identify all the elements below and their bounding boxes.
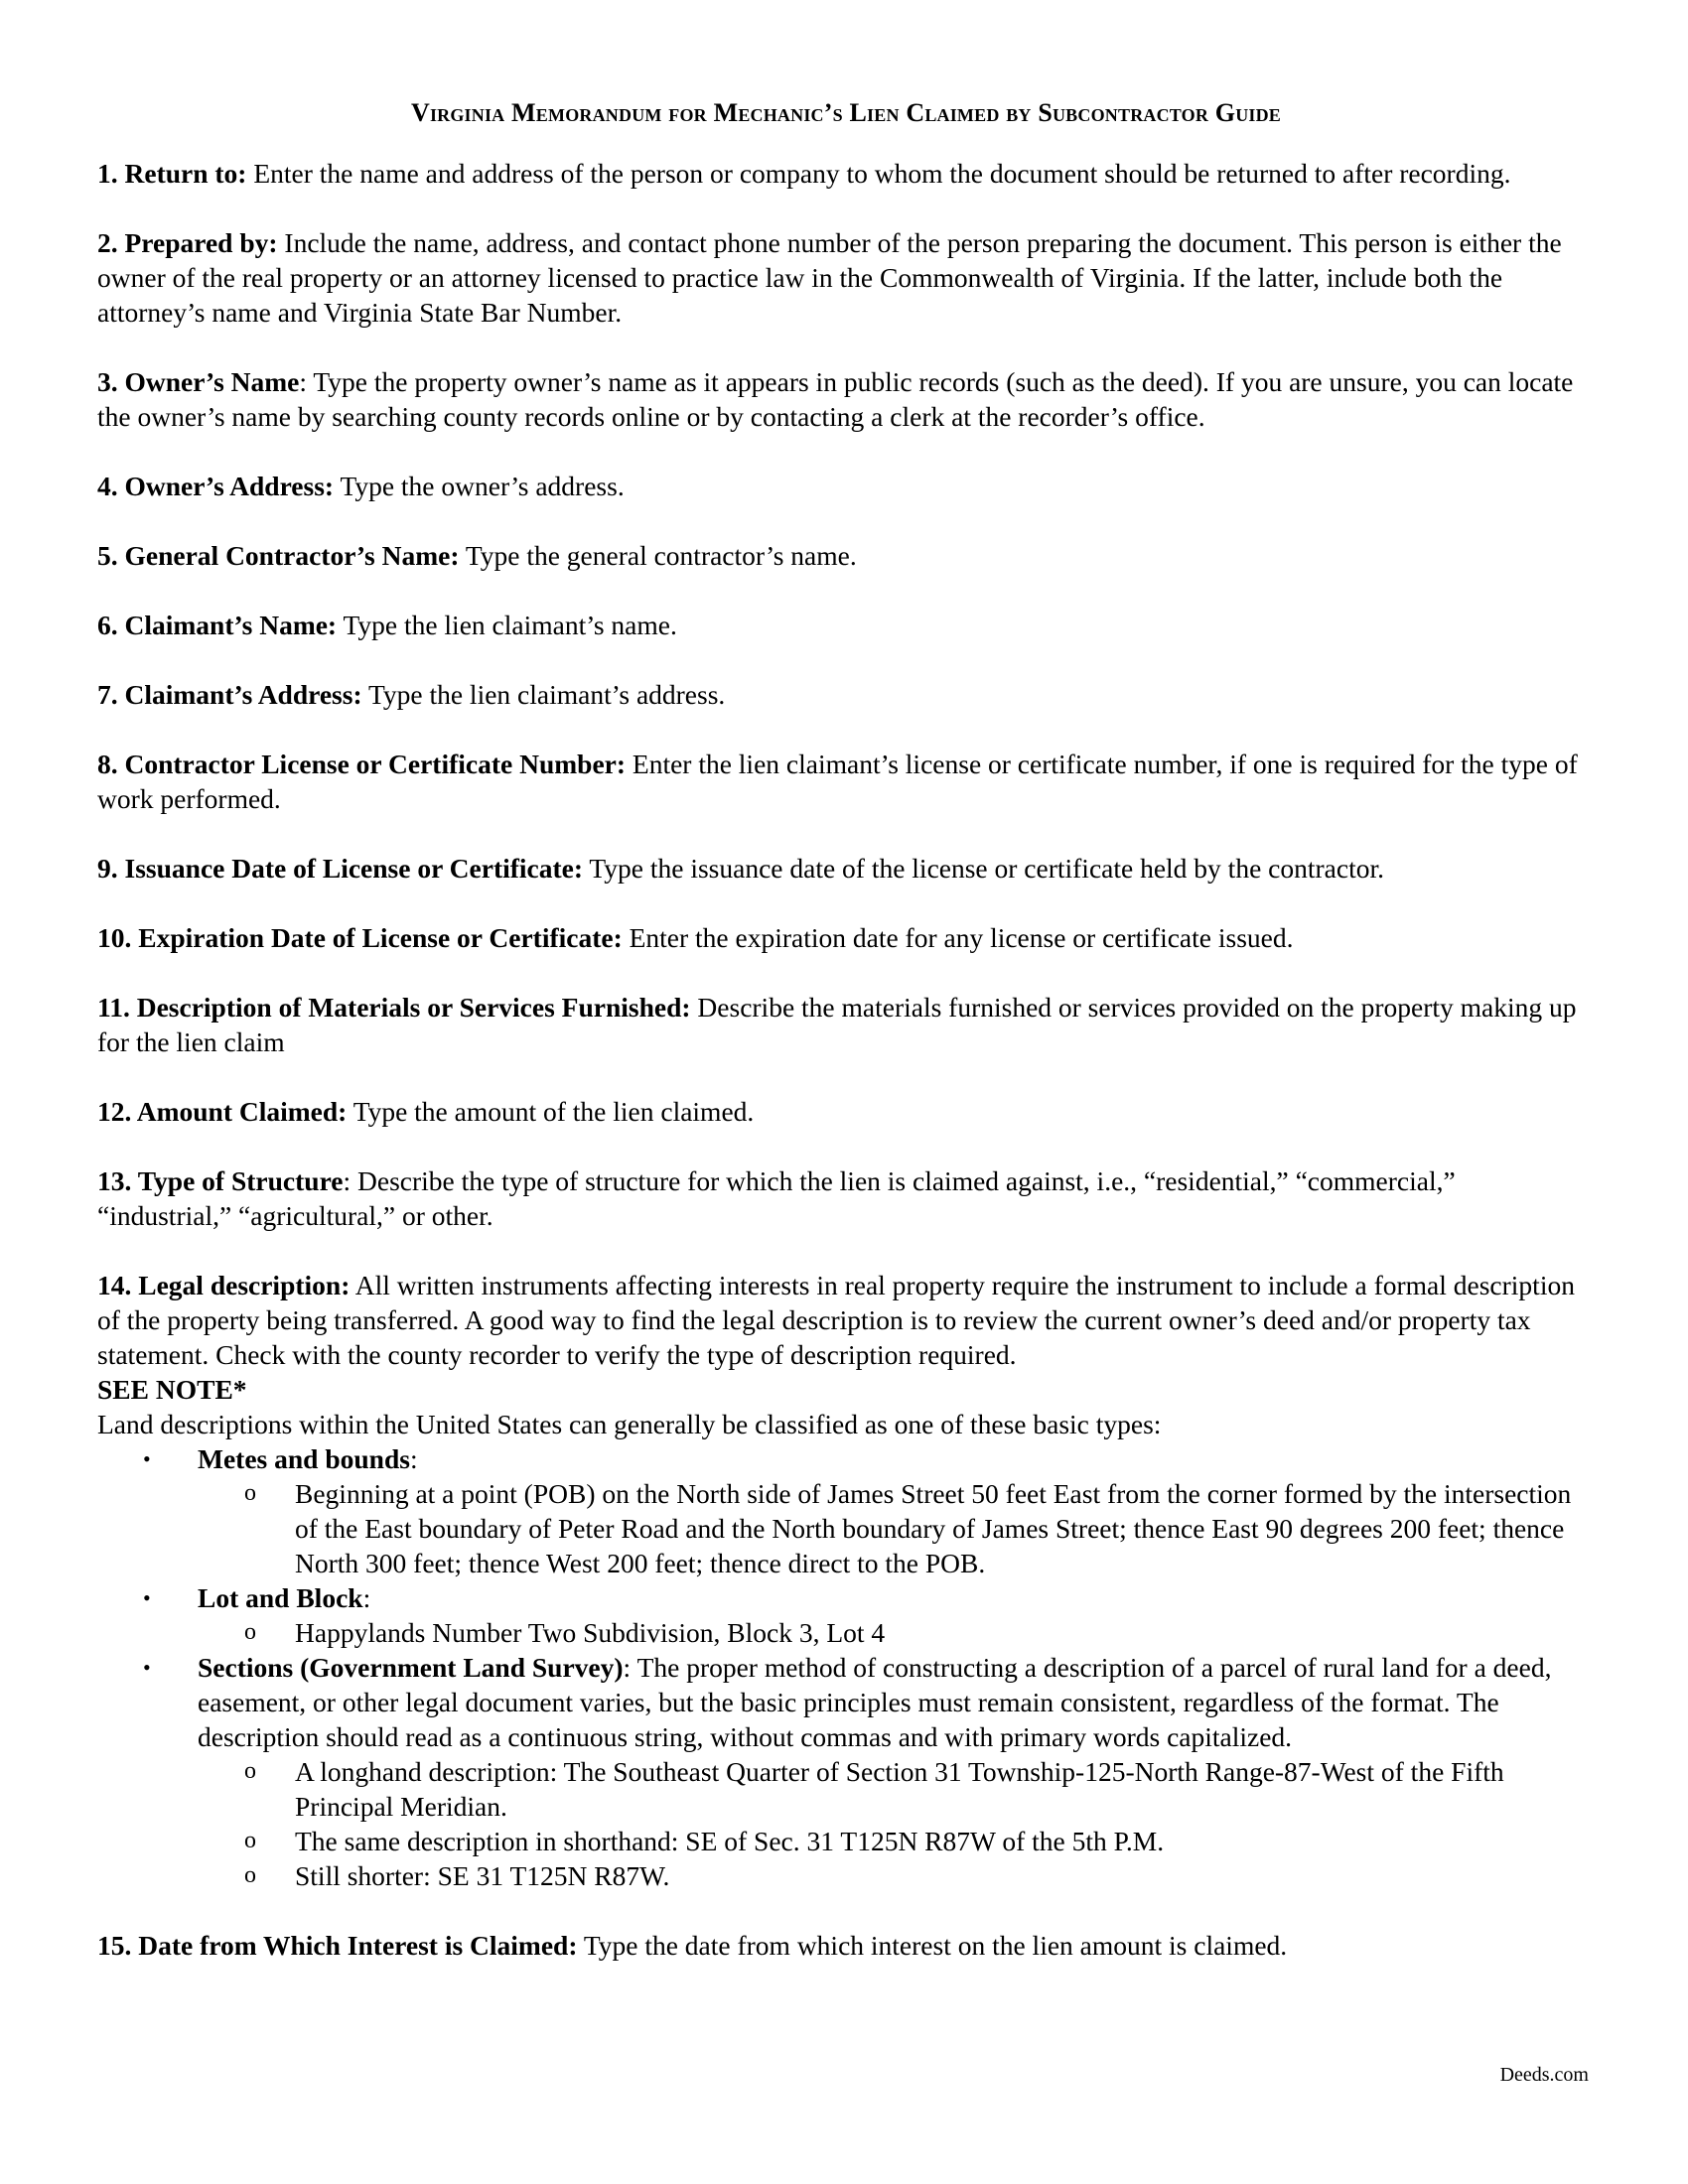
item-label: 11. Description of Materials or Services Furnished: (97, 992, 691, 1023)
guide-item (97, 608, 1595, 642)
land-type-item (97, 1580, 1595, 1650)
land-type-examples (198, 1615, 1595, 1650)
land-type-label: Sections (Government Land Survey) (198, 1652, 624, 1683)
item-label: 12. Amount Claimed: (97, 1096, 348, 1127)
footer-brand: Deeds.com (1499, 2064, 1589, 2086)
guide-item (97, 538, 1595, 573)
bullet-icon: • (143, 1585, 151, 1610)
item-label: 4. Owner’s Address: (97, 471, 335, 501)
example-item (198, 1824, 1595, 1858)
circle-bullet-icon: o (244, 1619, 256, 1645)
circle-bullet-icon: o (244, 1758, 256, 1784)
guide-item (97, 469, 1595, 503)
guide-item-legal-description (97, 1268, 1595, 1893)
land-type-text: : (362, 1582, 371, 1613)
example-item (198, 1476, 1595, 1580)
circle-bullet-icon: o (244, 1480, 256, 1506)
item-text: Enter the expiration date for any license or certificate issued. (622, 922, 1294, 953)
example-text: A longhand description: The Southeast Quarter of Section 31 Township-125-North Range-87-West of the Fifth Principal Meridian. (295, 1756, 1504, 1822)
bullet-icon: • (143, 1446, 151, 1471)
item-text: Type the lien claimant’s name. (337, 610, 677, 640)
guide-item (97, 156, 1595, 191)
guide-item (97, 364, 1595, 434)
land-type-text: : The proper method of constructing a description of a parcel of rural land for a deed, easement, or other legal document varies, but the basic principles must remain consistent, regardless of the format. The description should read as a continuous string, without commas and with primary words capitalized. (198, 1652, 1552, 1752)
item-text: Include the name, address, and contact phone number of the person preparing the document. This person is either the owner of the real property or an attorney licensed to practice law in the Commonwealth of Virginia. If the latter, include both the attorney’s name and Virginia State Bar Number. (97, 227, 1562, 328)
guide-item (97, 1094, 1595, 1129)
item-label: 10. Expiration Date of License or Certificate: (97, 922, 623, 953)
item-label: 15. Date from Which Interest is Claimed: (97, 1930, 578, 1961)
guide-item (97, 225, 1595, 330)
item-label: 13. Type of Structure (97, 1165, 344, 1196)
land-type-label: Metes and bounds (198, 1443, 410, 1474)
land-types-intro: Land descriptions within the United States can generally be classified as one of these basic types: (97, 1409, 1162, 1439)
item-text: Type the lien claimant’s address. (361, 679, 726, 710)
item-text: Enter the name and address of the person or company to whom the document should be returned to after recording. (246, 158, 1511, 189)
item-label: 2. Prepared by: (97, 227, 278, 258)
item-label: 7. Claimant’s Address: (97, 679, 362, 710)
example-text: The same description in shorthand: SE of Sec. 31 T125N R87W of the 5th P.M. (295, 1826, 1165, 1856)
item-label: 14. Legal description: (97, 1270, 351, 1300)
item-text: All written instruments affecting interests in real property require the instrument to include a formal description of the property being transferred. A good way to find the legal description is to review the current owner’s deed and/or property tax statement. Check with the county recorder to verify the type of description required. (97, 1270, 1575, 1370)
guide-item (97, 1163, 1595, 1233)
land-description-types (97, 1441, 1595, 1893)
land-type-item (97, 1441, 1595, 1580)
item-text: Type the issuance date of the license or certificate held by the contractor. (583, 853, 1384, 884)
guide-items (97, 156, 1595, 1233)
item-text: Type the general contractor’s name. (459, 540, 857, 571)
item-label: 3. Owner’s Name (97, 366, 300, 397)
guide-item (97, 747, 1595, 816)
item-label: 8. Contractor License or Certificate Number: (97, 749, 627, 779)
guide-item (97, 677, 1595, 712)
item-text: Enter the lien claimant’s license or certificate number, if one is required for the type of work performed. (97, 749, 1578, 814)
document-title: Virginia Memorandum for Mechanic’s Lien Claimed by Subcontractor Guide (410, 98, 1282, 127)
item-text: Describe the materials furnished or services provided on the property making up for the lien claim (97, 992, 1577, 1057)
document-page (97, 95, 1595, 1997)
see-note: SEE NOTE* (97, 1374, 247, 1405)
guide-item (97, 990, 1595, 1059)
bullet-icon: • (143, 1655, 151, 1680)
guide-item (97, 920, 1595, 955)
land-type-examples (198, 1476, 1595, 1580)
item-text: : Type the property owner’s name as it appears in public records (such as the deed). If you are unsure, you can locate the owner’s name by searching county records online or by contacting a clerk at the recorder’s office. (97, 366, 1574, 432)
item-label: 6. Claimant’s Name: (97, 610, 338, 640)
item-label: 9. Issuance Date of License or Certificate: (97, 853, 584, 884)
land-type-text: : (409, 1443, 418, 1474)
item-label: 1. Return to: (97, 158, 247, 189)
example-item (198, 1615, 1595, 1650)
item-label: 5. General Contractor’s Name: (97, 540, 460, 571)
land-type-examples (198, 1754, 1595, 1893)
circle-bullet-icon: o (244, 1828, 256, 1853)
example-text: Beginning at a point (POB) on the North side of James Street 50 feet East from the corner formed by the intersection of the East boundary of Peter Road and the North boundary of James Street; thence East 90 degrees 200 feet; thence North 300 feet; thence West 200 feet; thence direct to the POB. (295, 1478, 1572, 1578)
item-text: Type the amount of the lien claimed. (347, 1096, 755, 1127)
circle-bullet-icon: o (244, 1862, 256, 1888)
item-text: : Describe the type of structure for which the lien is claimed against, i.e., “residential,” “commercial,” “industrial,” “agricultural,” or other. (97, 1165, 1456, 1231)
item-text: Type the owner’s address. (334, 471, 625, 501)
guide-item (97, 851, 1595, 886)
item-text: Type the date from which interest on the lien amount is claimed. (577, 1930, 1288, 1961)
example-text: Happylands Number Two Subdivision, Block 3, Lot 4 (295, 1617, 886, 1648)
example-item (198, 1858, 1595, 1893)
example-text: Still shorter: SE 31 T125N R87W. (295, 1860, 670, 1891)
land-type-label: Lot and Block (198, 1582, 363, 1613)
land-type-item (97, 1650, 1595, 1893)
example-item (198, 1754, 1595, 1824)
guide-item-interest-date (97, 1928, 1595, 1963)
